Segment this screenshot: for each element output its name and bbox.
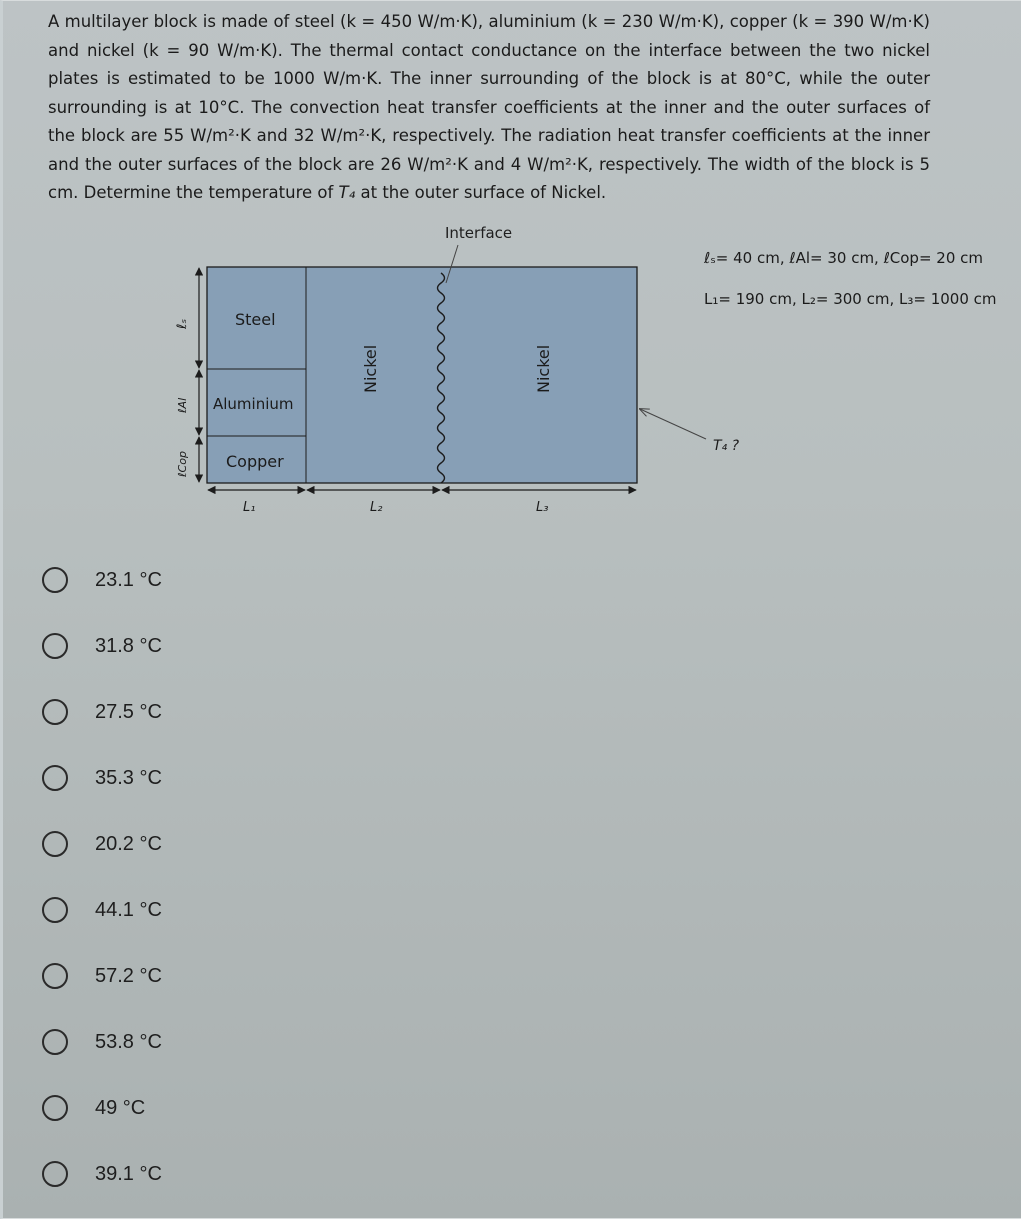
radio-button[interactable] [42,1029,68,1055]
dims-line-2: L₁= 190 cm, L₂= 300 cm, L₃= 1000 cm [704,290,997,308]
answer-option[interactable] [42,745,162,811]
option-label: 35.3 °C [95,766,162,789]
radio-button[interactable] [42,1161,68,1187]
copper-label: Copper [226,452,284,471]
answer-option[interactable] [42,679,162,745]
question-text [48,8,930,208]
option-label: 57.2 °C [95,964,162,987]
radio-button[interactable] [42,831,68,857]
answer-option[interactable] [42,1009,162,1075]
radio-button[interactable] [42,633,68,659]
dims-line-1: ℓₛ= 40 cm, ℓAl= 30 cm, ℓCop= 20 cm [704,249,984,267]
radio-button[interactable] [42,699,68,725]
answer-option[interactable] [42,613,162,679]
radio-button[interactable] [42,897,68,923]
option-label: 44.1 °C [95,898,162,921]
answer-option[interactable] [42,1075,162,1141]
t4-label: T₄ ? [713,438,740,454]
option-label: 53.8 °C [95,1030,162,1053]
aluminium-label: Aluminium [213,395,294,413]
option-label: 27.5 °C [95,700,162,723]
L3-label: L₃ [536,500,549,515]
answer-option[interactable] [42,943,162,1009]
nickel-right-label: Nickel [534,344,553,393]
t4-pointer-arrow [640,409,706,439]
question-variable: T₄ [338,183,356,202]
nickel-left-label: Nickel [361,344,380,393]
radio-button[interactable] [42,1095,68,1121]
question-body: A multilayer block is made of steel (k = 450 W/m·K), aluminium (k = 230 W/m·K), copper (k = 390 W/m·K) and nickel (k = 90 W/m·K). The thermal contact conductance on the interface between the two nickel plates is estimated to be 1000 W/m·K. The inner surrounding of the block is at 80°C, while the outer surrounding is at 10°C. The convection heat transfer coefficients at the inner and the outer surfaces of the block are 55 W/m²·K and 32 W/m²·K, respectively. The radiation heat transfer coefficients at the inner and the outer surfaces of the block are 26 W/m²·K and 4 W/m²·K, respectively. The width of the block is 5 cm. Determine the temperature of [48,12,930,202]
lal-label: ℓAl [176,397,189,413]
lcop-label: ℓCop [176,451,189,477]
option-label: 23.1 °C [95,568,162,591]
answer-option[interactable] [42,547,162,613]
radio-button[interactable] [42,963,68,989]
L2-label: L₂ [370,500,383,515]
L1-label: L₁ [243,500,256,515]
answer-option[interactable] [42,1141,162,1207]
radio-button[interactable] [42,765,68,791]
option-label: 31.8 °C [95,634,162,657]
answer-options [42,547,162,1207]
interface-label: Interface [445,224,513,242]
option-label: 20.2 °C [95,832,162,855]
ls-label: ℓₛ [175,318,190,329]
radio-button[interactable] [42,567,68,593]
option-label: 39.1 °C [95,1162,162,1185]
question-tail: at the outer surface of Nickel. [355,183,607,202]
answer-option[interactable] [42,811,162,877]
steel-label: Steel [235,310,276,329]
answer-option[interactable] [42,877,162,943]
option-label: 49 °C [95,1096,146,1119]
block-outline [207,267,637,483]
multilayer-block-diagram [0,215,1021,525]
